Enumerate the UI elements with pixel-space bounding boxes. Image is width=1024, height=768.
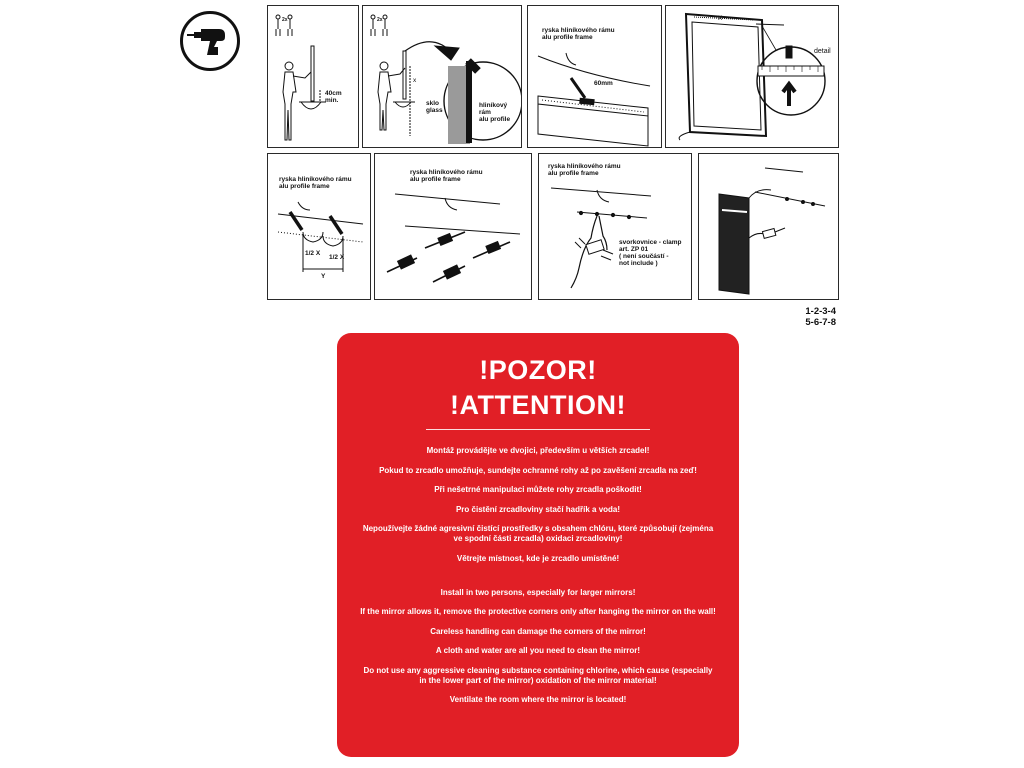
label-profile: ryska hliníkového rámu alu profile frame bbox=[279, 176, 352, 190]
label-alu-frame: hliníkový rám alu profile bbox=[479, 102, 511, 123]
label-profile: ryska hliníkového rámu alu profile frame bbox=[542, 27, 615, 41]
warning-box bbox=[337, 333, 739, 757]
warning-title-cz: !POZOR! bbox=[479, 355, 597, 385]
warning-cz-line: Pokud to zrcadlo umožňuje, sundejte ochranné rohy až po zavěšení zrcadla na zeď! bbox=[379, 465, 697, 475]
power-drill-icon bbox=[180, 11, 240, 71]
step-sequence bbox=[805, 306, 836, 328]
warning-cz-line: Pro čistění zrcadloviny stačí hadřík a voda! bbox=[455, 504, 621, 514]
warning-en-line: Install in two persons, especially for larger mirrors! bbox=[440, 587, 636, 597]
step-sequence-line-1: 1-2-3-4 bbox=[805, 306, 836, 317]
label-2x: 2x bbox=[282, 17, 288, 23]
label-x: X bbox=[718, 15, 723, 22]
step-1-panel bbox=[267, 5, 359, 148]
step-2-panel bbox=[362, 5, 522, 148]
label-half-x-2: 1/2 X bbox=[329, 254, 345, 261]
label-x: x bbox=[413, 77, 417, 84]
label-clamp: svorkovnice - clamp art. ZP 01 ( není součástí - not include ) bbox=[619, 239, 682, 267]
warning-title-en: !ATTENTION! bbox=[450, 390, 626, 420]
title-divider bbox=[426, 429, 650, 430]
warning-en-line: A cloth and water are all you need to clean the mirror! bbox=[435, 646, 641, 655]
warning-cz-line: Nepoužívejte žádné agresivní čistící prostředky s obsahem chlóru, které způsobují (zejména ve spodní části zrcadla) oxidaci zrcadloviny! bbox=[362, 524, 714, 543]
warning-cz-line: Při nešetrné manipulaci můžete rohy zrcadla poškodit! bbox=[434, 485, 642, 494]
label-glass: sklo glass bbox=[426, 100, 443, 114]
step-5-panel bbox=[267, 153, 371, 300]
warning-cz-line: Větrejte místnost, kde je zrcadlo umístěné! bbox=[456, 553, 620, 563]
label-min-height: 40cm min. bbox=[325, 90, 342, 104]
warning-cz-line: Montáž provádějte ve dvojici, především u větších zrcadel! bbox=[426, 446, 650, 455]
step-3-panel bbox=[527, 5, 662, 148]
label-profile: ryska hliníkového rámu alu profile frame bbox=[548, 163, 621, 177]
step-7-panel bbox=[538, 153, 692, 300]
label-y: Y bbox=[321, 273, 326, 280]
step-sequence-line-2: 5-6-7-8 bbox=[805, 317, 836, 328]
step-4-panel bbox=[665, 5, 839, 148]
warning-en-line: If the mirror allows it, remove the protective corners only after hanging the mirror on the wall! bbox=[360, 607, 716, 616]
label-2x: 2x bbox=[377, 17, 383, 23]
step-8-panel bbox=[698, 153, 839, 300]
warning-text bbox=[359, 446, 717, 715]
warning-en-line: Careless handling can damage the corners of the mirror! bbox=[430, 626, 646, 636]
warning-en-line: Ventilate the room where the mirror is located! bbox=[449, 695, 627, 704]
step-6-panel bbox=[374, 153, 532, 300]
label-60mm: 60mm bbox=[594, 80, 613, 87]
warning-en-line: Do not use any aggressive cleaning substance containing chlorine, which cause (especially in the lower part of the mirror) oxidation of the mirror material! bbox=[363, 665, 713, 685]
label-detail: detail bbox=[814, 48, 831, 55]
label-profile: ryska hliníkového rámu alu profile frame bbox=[410, 169, 483, 183]
label-half-x-1: 1/2 X bbox=[305, 250, 321, 257]
